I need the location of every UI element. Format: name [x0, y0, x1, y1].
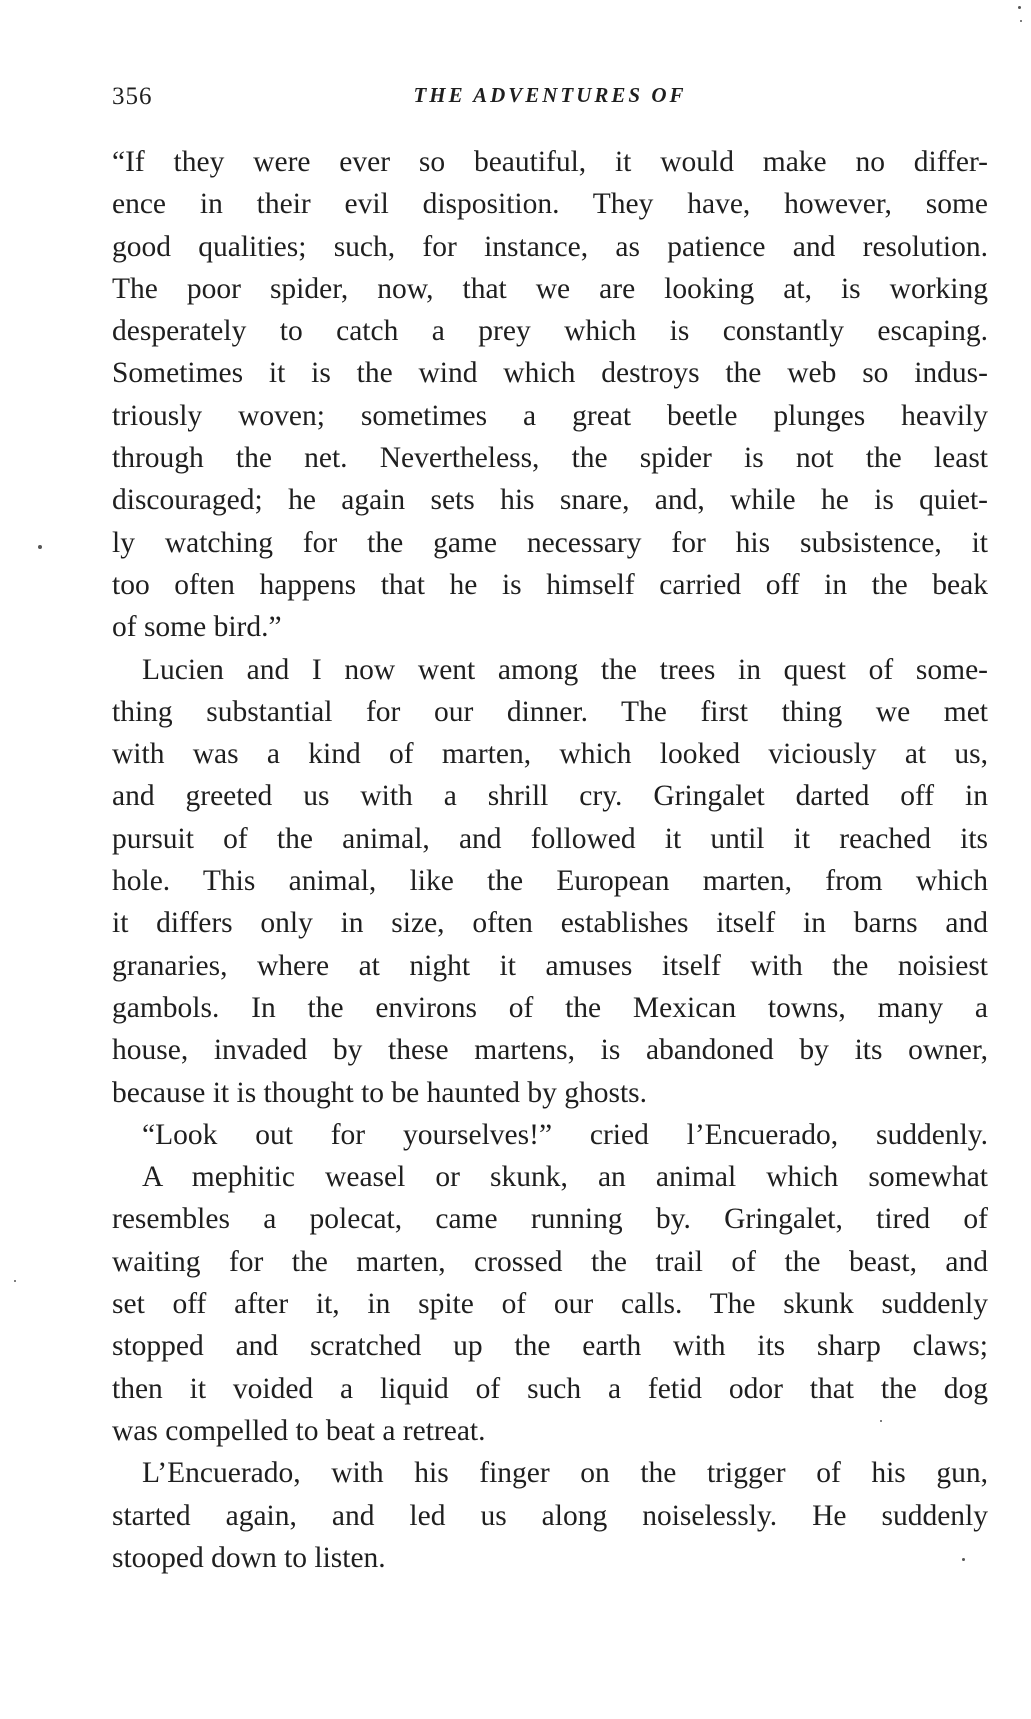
text-line: set off after it, in spite of our calls. The skunk suddenly: [112, 1288, 988, 1321]
text-line: ence in their evil disposition. They have, however, some: [112, 188, 988, 221]
speck: [38, 545, 42, 549]
text-line: discouraged; he again sets his snare, and, while he is quiet-: [112, 484, 988, 517]
text-line: good qualities; such, for instance, as patience and resolution.: [112, 230, 988, 263]
text-line: because it is thought to be haunted by ghosts.: [112, 1076, 648, 1109]
text-line: was compelled to beat a retreat.: [112, 1414, 486, 1447]
running-head: THE ADVENTURES OF: [413, 83, 687, 107]
text-line: and greeted us with a shrill cry. Gringalet darted off in: [112, 780, 988, 813]
text-line: house, invaded by these martens, is abandoned by its owner,: [112, 1034, 988, 1067]
speck: [1018, 6, 1021, 9]
text-line: too often happens that he is himself carried off in the beak: [112, 568, 988, 601]
text-line: resembles a polecat, came running by. Gringalet, tired of: [112, 1203, 988, 1236]
text-line: “Look out for yourselves!” cried l’Encuerado, suddenly.: [142, 1118, 988, 1151]
speck: [1020, 20, 1022, 22]
text-line: then it voided a liquid of such a fetid odor that the dog: [112, 1372, 988, 1405]
text-line: L’Encuerado, with his finger on the trigger of his gun,: [142, 1457, 988, 1490]
text-line: through the net. Nevertheless, the spider is not the least: [112, 442, 988, 475]
text-line: desperately to catch a prey which is constantly escaping.: [112, 315, 988, 348]
text-line: Lucien and I now went among the trees in quest of some-: [142, 653, 988, 686]
text-line: thing substantial for our dinner. The first thing we met: [112, 695, 988, 728]
text-line: stopped and scratched up the earth with its sharp claws;: [112, 1330, 988, 1363]
speck: [14, 1280, 16, 1282]
text-line: with was a kind of marten, which looked viciously at us,: [112, 738, 988, 771]
text-line: started again, and led us along noiselessly. He suddenly: [112, 1499, 988, 1532]
text-line: waiting for the marten, crossed the trail of the beast, and: [112, 1245, 988, 1278]
text-line: of some bird.”: [112, 611, 282, 644]
speck: [880, 1420, 882, 1422]
text-line: “If they were ever so beautiful, it would make no differ-: [112, 146, 988, 178]
body-text: [112, 141, 988, 1579]
text-line: ly watching for the game necessary for his subsistence, it: [112, 526, 988, 559]
page-number: 356: [112, 83, 153, 110]
text-line: Sometimes it is the wind which destroys the web so indus-: [112, 357, 988, 390]
text-line: pursuit of the animal, and followed it until it reached its: [112, 822, 988, 855]
text-line: triously woven; sometimes a great beetle plunges heavily: [112, 399, 988, 432]
speck: [962, 1558, 965, 1561]
text-line: hole. This animal, like the European marten, from which: [112, 865, 988, 898]
text-line: The poor spider, now, that we are looking at, is working: [112, 272, 988, 305]
text-line: A mephitic weasel or skunk, an animal which somewhat: [142, 1161, 988, 1194]
text-line: stooped down to listen.: [112, 1541, 386, 1574]
text-line: gambols. In the environs of the Mexican towns, many a: [112, 991, 988, 1024]
text-line: it differs only in size, often establishes itself in barns and: [112, 907, 988, 940]
page-header: [112, 83, 988, 113]
text-line: granaries, where at night it amuses itself with the noisiest: [112, 949, 988, 982]
